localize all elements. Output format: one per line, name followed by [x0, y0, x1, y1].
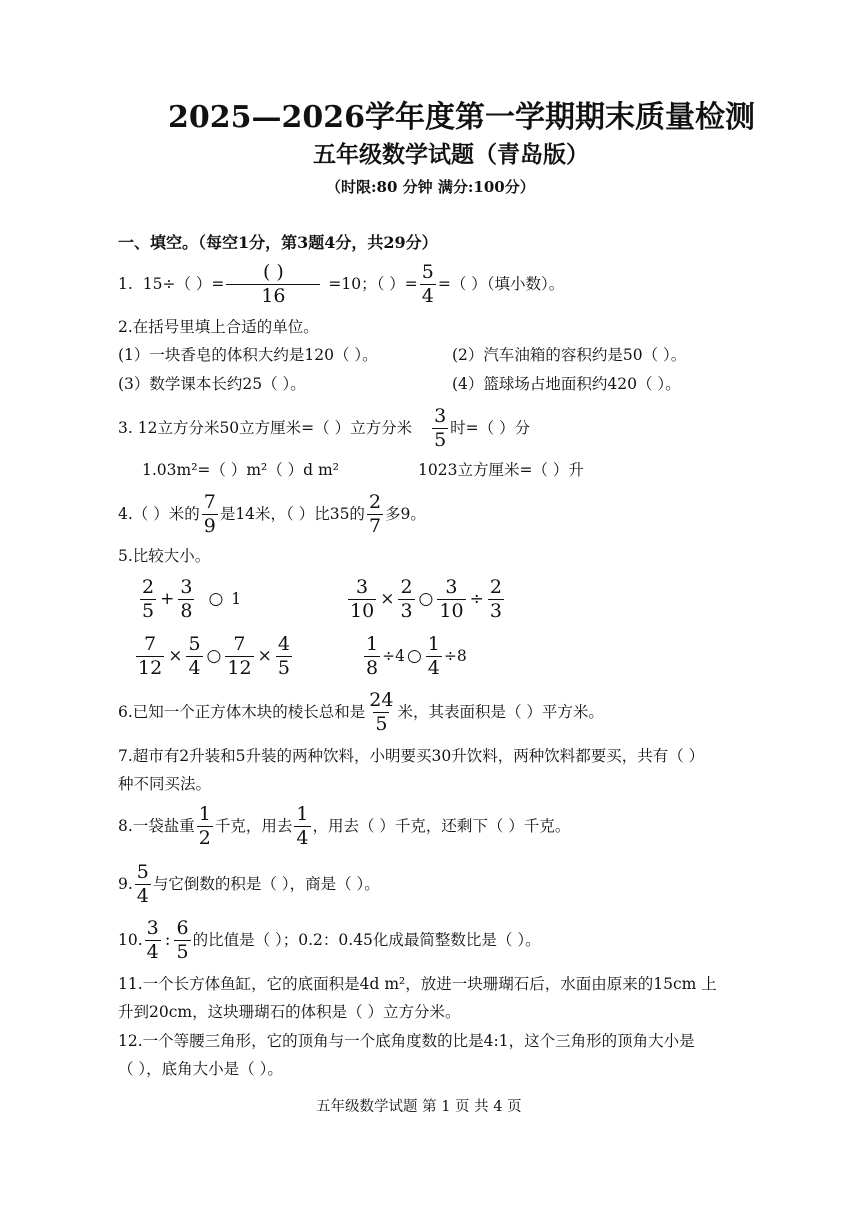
q4-fraction-1	[202, 491, 218, 538]
q12-line-2: （ ），底角大小是（ ）。	[118, 1060, 283, 1078]
q4-f2-den: 7	[368, 514, 382, 537]
q5-e4-tail: ÷8	[443, 647, 467, 665]
q8-part-a: 8.一袋盐重	[118, 817, 195, 835]
q1-number: 1.	[118, 275, 133, 293]
q3-part-a: 3. 12立方分米50立方厘米=（ ）立方分米	[118, 419, 413, 437]
q7-line-1: 7.超市有2升装和5升装的两种饮料，小明要买30升饮料，两种饮料都要买，共有（ ）	[118, 747, 705, 765]
q2-part-4: (4）篮球场占地面积约420（ ）。	[452, 375, 681, 393]
q4-f1-num: 7	[203, 490, 216, 513]
q5-e2-f2-den: 3	[400, 599, 413, 622]
q2-part-3: (3）数学课本长约25（ ）。	[118, 375, 306, 393]
q5-e4-compare-circle[interactable]: ○	[406, 646, 422, 666]
page-footer: 五年级数学试题 第 1 页 共 4 页	[316, 1099, 522, 1115]
question-8	[118, 802, 570, 850]
q10-part-a: 10.	[118, 931, 143, 949]
question-4	[118, 490, 426, 538]
question-9	[118, 860, 380, 908]
q1-fraction-num: ( )	[262, 260, 284, 283]
q5-e2-f1-den: 10	[350, 599, 375, 622]
q8-f2-den: 4	[296, 826, 309, 849]
q5-e3-compare-circle[interactable]: ○	[206, 646, 222, 666]
q2-part-1: (1）一块香皂的体积大约是120（ ）。	[118, 346, 378, 364]
q5-e4-f2	[426, 633, 442, 680]
q5-e3-f4-den: 5	[277, 656, 290, 679]
q11-line-1: 11.一个长方体鱼缸，它的底面积是4d m²，放进一块珊瑚石后，水面由原来的15cm 上	[118, 975, 717, 993]
q5-e2-op2: ÷	[469, 589, 484, 609]
q9-f-den: 4	[136, 884, 149, 907]
question-3-line-1	[118, 404, 530, 452]
q5-e3-f3-num: 7	[233, 632, 246, 655]
q3-part-d: 1023立方厘米=（ ）升	[418, 461, 584, 479]
q5-e2-f4	[488, 576, 504, 623]
q4-fraction-2	[367, 491, 383, 538]
q5-e3-f1-num: 7	[144, 632, 157, 655]
q5-expr-4	[362, 632, 467, 680]
q8-fraction-2	[294, 803, 310, 850]
q6-f-num: 24	[369, 688, 394, 711]
q5-e1-f2-den: 8	[180, 599, 193, 622]
q9-part-a: 9.	[118, 875, 133, 893]
q4-part-a: 4.（ ）米的	[118, 505, 200, 523]
q10-f2-den: 5	[176, 940, 189, 963]
q9-f-num: 5	[136, 860, 149, 883]
q5-e2-f2-num: 2	[400, 575, 413, 598]
q10-part-b: 的比值是（ ）；0.2：0.45化成最简整数比是（ ）。	[192, 931, 541, 949]
q5-e2-f4-den: 3	[489, 599, 502, 622]
q5-e4-f1-den: 8	[366, 656, 379, 679]
q1-part-c: =（ ）（填小数）。	[437, 275, 565, 293]
exam-subtitle: 五年级数学试题（青岛版）	[313, 141, 589, 168]
q4-f1-den: 9	[203, 514, 216, 537]
q5-e1-compare-circle[interactable]: ○	[208, 589, 224, 609]
q5-e3-f2	[186, 633, 202, 680]
q6-fraction	[367, 689, 395, 736]
q5-e2-f4-num: 2	[489, 575, 502, 598]
q5-e3-f2-den: 4	[188, 656, 201, 679]
q5-e2-f3	[437, 576, 465, 623]
q5-e2-f1-num: 3	[356, 575, 369, 598]
q5-e2-f3-num: 3	[445, 575, 458, 598]
q5-e1-op: +	[160, 589, 175, 609]
q10-fraction-1	[145, 917, 161, 964]
q5-e3-f3-den: 12	[227, 656, 252, 679]
q3-fraction	[432, 405, 448, 452]
q5-e3-f3	[225, 633, 253, 680]
q6-f-den: 5	[375, 712, 388, 735]
q9-fraction	[135, 861, 151, 908]
q10-f1-den: 4	[146, 940, 159, 963]
q5-expr-3	[134, 632, 294, 680]
q5-e3-op1: ×	[168, 646, 183, 666]
q10-f2-num: 6	[176, 916, 189, 939]
q5-e3-f1-den: 12	[138, 656, 163, 679]
q5-e1-f1-num: 2	[142, 575, 155, 598]
question-1	[118, 256, 564, 312]
section-title: 一、填空。（每空1分，第3题4分，共29分）	[118, 233, 438, 252]
q5-stem: 5.比较大小。	[118, 547, 211, 565]
q4-f2-num: 2	[368, 490, 382, 513]
q5-e1-f2	[178, 576, 194, 623]
q1-part-b: =10；（ ）=	[328, 275, 418, 293]
q10-colon: :	[164, 930, 171, 950]
q4-part-c: 多9。	[385, 505, 426, 523]
q3-part-c: 1.03m²=（ ）m²（ ）d m²	[142, 461, 339, 479]
q1-fraction-den: 16	[226, 284, 320, 308]
q3-part-b: 时=（ ）分	[450, 419, 531, 437]
q1-fraction-5-4	[420, 261, 436, 308]
q8-part-b: 千克，用去	[214, 817, 293, 835]
q5-e3-f4-num: 4	[277, 632, 290, 655]
q6-part-b: 米，其表面积是（ ）平方米。	[397, 703, 604, 721]
q5-e2-f1	[348, 576, 376, 623]
q5-e1-tail: 1	[231, 590, 242, 608]
q2-part-2: (2）汽车油箱的容积约是50（ ）。	[452, 346, 687, 364]
q8-f1-num: 1	[198, 802, 211, 825]
q5-e1-f1	[140, 576, 156, 623]
q10-fraction-2	[174, 917, 190, 964]
q5-e4-f1-num: 1	[366, 632, 379, 655]
q7-line-2: 种不同买法。	[118, 775, 212, 793]
q3-f-den: 5	[434, 428, 447, 451]
question-10	[118, 916, 541, 964]
q5-e2-compare-circle[interactable]: ○	[418, 589, 434, 609]
q8-f2-num: 1	[296, 802, 309, 825]
q5-e2-f2	[398, 576, 414, 623]
q1-f2-num: 5	[421, 260, 434, 283]
q5-e4-f1	[364, 633, 380, 680]
q5-e2-op1: ×	[380, 589, 395, 609]
q9-part-b: 与它倒数的积是（ ），商是（ ）。	[152, 875, 380, 893]
question-6	[118, 688, 604, 736]
exam-info: （时限:80 分钟 满分:100分）	[326, 178, 535, 196]
q5-e1-f1-den: 5	[142, 599, 155, 622]
q1-part-a: 15÷（ ）=	[142, 275, 225, 293]
q5-e2-f3-den: 10	[439, 599, 464, 622]
q8-part-c: ，用去（ ）千克，还剩下（ ）千克。	[312, 817, 571, 835]
q5-e3-f1	[136, 633, 164, 680]
q8-f1-den: 2	[198, 826, 211, 849]
q5-expr-2	[346, 575, 506, 623]
q5-e3-f2-num: 5	[188, 632, 201, 655]
q3-f-num: 3	[434, 404, 447, 427]
q8-fraction-1	[197, 803, 213, 850]
q4-part-b: 是14米，（ ）比35的	[219, 505, 365, 523]
q5-e4-mid: ÷4	[382, 647, 405, 665]
q5-e3-f4	[276, 633, 292, 680]
q5-e3-op2: ×	[257, 646, 272, 666]
q6-part-a: 6.已知一个正方体木块的棱长总和是	[118, 703, 366, 721]
exam-title: 2025—2026学年度第一学期期末质量检测	[168, 100, 755, 135]
q1-fraction-blank	[226, 261, 320, 308]
q2-stem: 2.在括号里填上合适的单位。	[118, 318, 319, 336]
q5-e4-f2-num: 1	[427, 632, 440, 655]
q5-expr-1	[138, 575, 241, 623]
q12-line-1: 12.一个等腰三角形，它的顶角与一个底角度数的比是4:1，这个三角形的顶角大小是	[118, 1032, 695, 1050]
q5-e1-f2-num: 3	[180, 575, 193, 598]
q1-f2-den: 4	[421, 284, 434, 307]
q5-e4-f2-den: 4	[427, 656, 440, 679]
q10-f1-num: 3	[146, 916, 159, 939]
q11-line-2: 升到20cm，这块珊瑚石的体积是（ ）立方分米。	[118, 1003, 461, 1021]
